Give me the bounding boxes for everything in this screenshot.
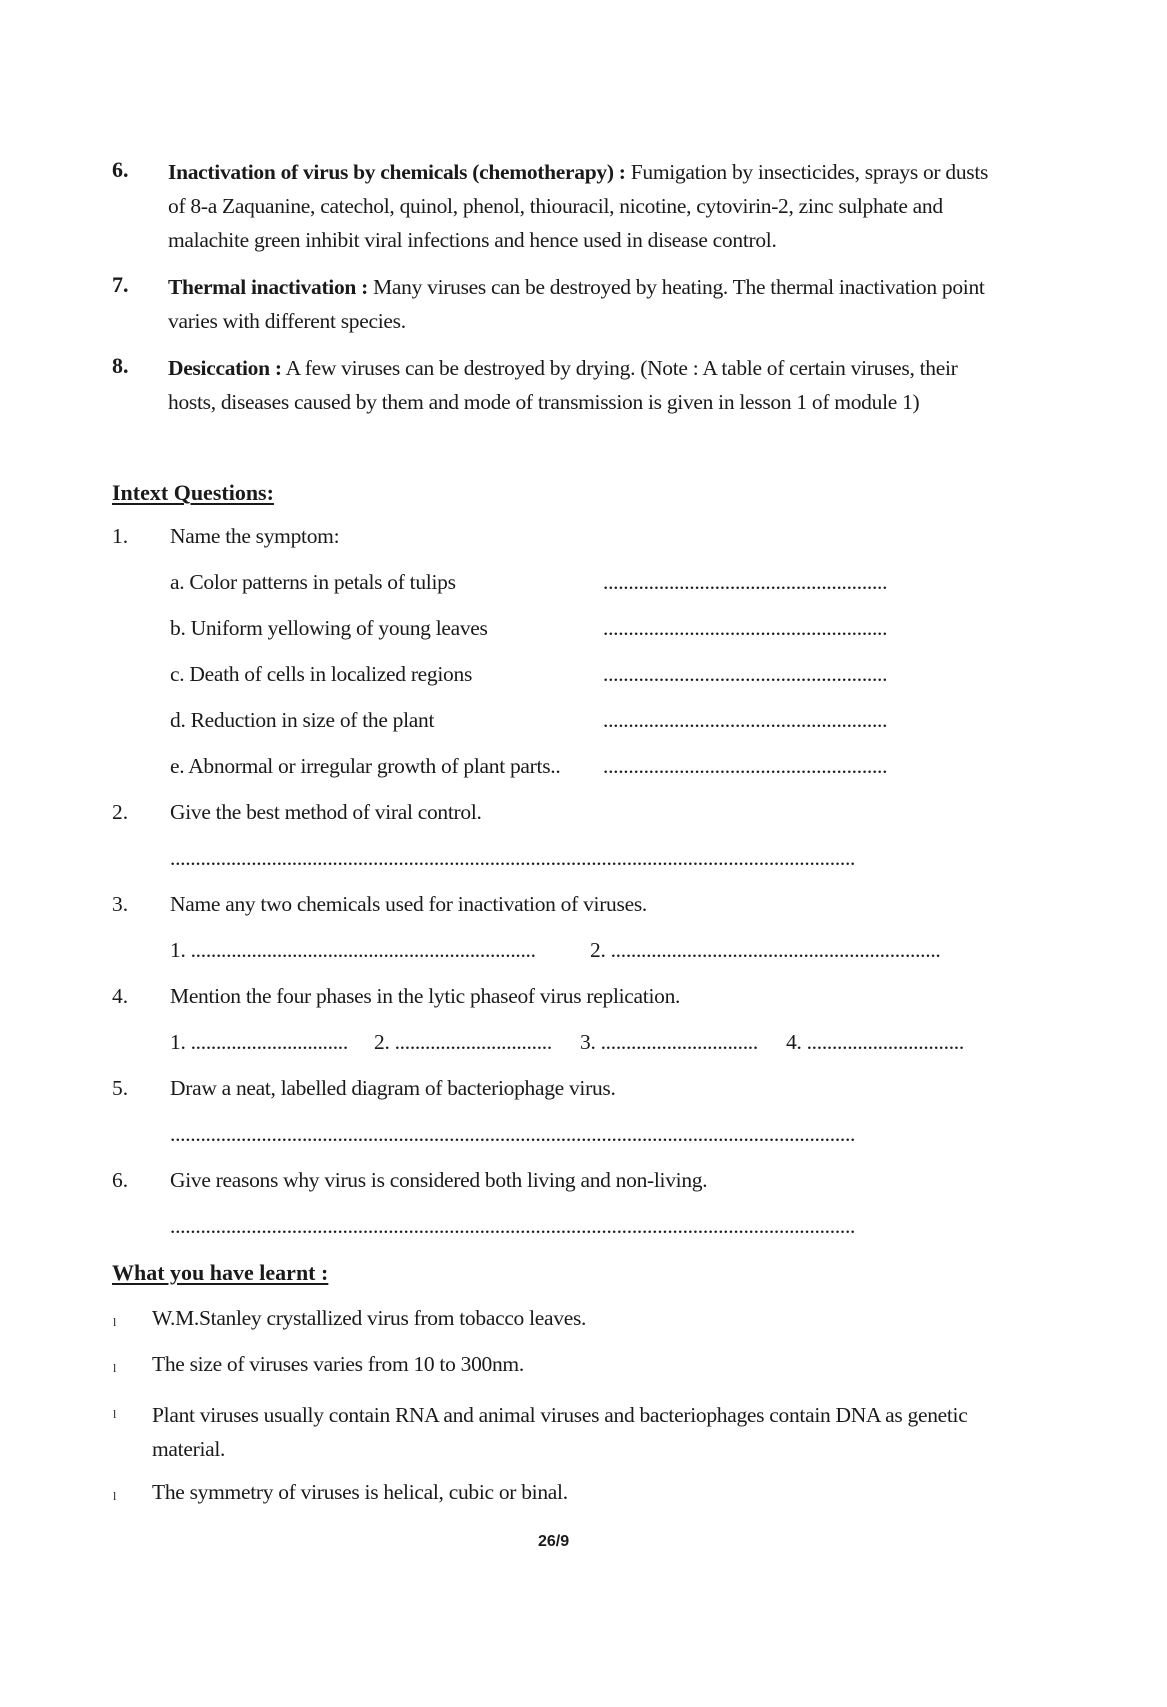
item-text: A few viruses can be destroyed by drying. (Note : A table of certain viruses, their hosts, diseases caused by them and mode of transmission is given in lesson 1 of module 1) bbox=[168, 356, 958, 414]
item-title: Thermal inactivation : bbox=[168, 275, 369, 299]
question-text: Draw a neat, labelled diagram of bacteriophage virus. bbox=[170, 1076, 616, 1100]
question-number: 6. bbox=[112, 1168, 129, 1192]
answer-blank[interactable]: ........................................................ bbox=[603, 708, 888, 732]
question-number: 3. bbox=[112, 892, 129, 916]
item-number: 6. bbox=[112, 157, 129, 182]
answer-blank[interactable]: 1. .................................................................... bbox=[170, 938, 536, 962]
learnt-item: The size of viruses varies from 10 to 300nm. bbox=[152, 1352, 524, 1376]
control-item-chemotherapy bbox=[168, 155, 990, 257]
control-item-thermal bbox=[168, 270, 990, 338]
symptom-label: c. Death of cells in localized regions bbox=[170, 662, 473, 686]
question-number: 5. bbox=[112, 1076, 129, 1100]
control-item-desiccation bbox=[168, 351, 990, 419]
symptom-label: b. Uniform yellowing of young leaves bbox=[170, 616, 488, 640]
page-number: 26/9 bbox=[538, 1533, 570, 1550]
item-text: Many viruses can be destroyed by heating. The thermal inactivation point varies with different species. bbox=[168, 275, 985, 333]
answer-blank[interactable]: ....................................................................................................................................... bbox=[170, 1214, 856, 1238]
question-text: Name the symptom: bbox=[170, 524, 340, 548]
learnt-item: The symmetry of viruses is helical, cubic or binal. bbox=[152, 1480, 568, 1504]
answer-blank[interactable]: ....................................................................................................................................... bbox=[170, 1122, 856, 1146]
answer-blank[interactable]: 1. ............................... bbox=[170, 1030, 348, 1054]
answer-blank[interactable]: ........................................................ bbox=[603, 616, 888, 640]
learnt-heading: What you have learnt : bbox=[112, 1260, 329, 1285]
learnt-item: W.M.Stanley crystallized virus from tobacco leaves. bbox=[152, 1306, 587, 1330]
bullet-icon: l bbox=[113, 1361, 117, 1375]
question-text: Give the best method of viral control. bbox=[170, 800, 482, 824]
item-title: Desiccation : bbox=[168, 356, 282, 380]
bullet-icon: l bbox=[113, 1489, 117, 1503]
answer-blank[interactable]: ........................................................ bbox=[603, 754, 888, 778]
item-title: Inactivation of virus by chemicals (chemotherapy) : bbox=[168, 160, 626, 184]
question-text: Name any two chemicals used for inactivation of viruses. bbox=[170, 892, 647, 916]
question-number: 1. bbox=[112, 524, 129, 548]
symptom-label: d. Reduction in size of the plant bbox=[170, 708, 435, 732]
item-text: Fumigation by insecticides, sprays or dusts of 8-a Zaquanine, catechol, quinol, phenol, thiouracil, nicotine, cytovirin-2, zinc sulphate and malachite green inhibit viral infections and hence used in disease control. bbox=[168, 160, 989, 252]
answer-blank[interactable]: ........................................................ bbox=[603, 570, 888, 594]
bullet-icon: l bbox=[113, 1315, 117, 1329]
bullet-icon: l bbox=[113, 1407, 117, 1421]
question-number: 4. bbox=[112, 984, 129, 1008]
answer-blank[interactable]: ........................................................ bbox=[603, 662, 888, 686]
answer-blank[interactable]: 3. ............................... bbox=[580, 1030, 758, 1054]
answer-blank[interactable]: 4. ............................... bbox=[786, 1030, 964, 1054]
answer-blank[interactable]: 2. ................................................................. bbox=[590, 938, 941, 962]
intext-heading: Intext Questions: bbox=[112, 480, 274, 505]
question-text: Give reasons why virus is considered both living and non-living. bbox=[170, 1168, 708, 1192]
answer-blank[interactable]: ....................................................................................................................................... bbox=[170, 846, 856, 870]
question-number: 2. bbox=[112, 800, 129, 824]
learnt-item: Plant viruses usually contain RNA and animal viruses and bacteriophages contain DNA as genetic material. bbox=[152, 1403, 968, 1461]
symptom-label: a. Color patterns in petals of tulips bbox=[170, 570, 456, 594]
symptom-label: e. Abnormal or irregular growth of plant parts.. bbox=[170, 754, 561, 778]
answer-blank[interactable]: 2. ............................... bbox=[374, 1030, 552, 1054]
item-number: 8. bbox=[112, 353, 129, 378]
question-text: Mention the four phases in the lytic phaseof virus replication. bbox=[170, 984, 681, 1008]
item-number: 7. bbox=[112, 272, 129, 297]
